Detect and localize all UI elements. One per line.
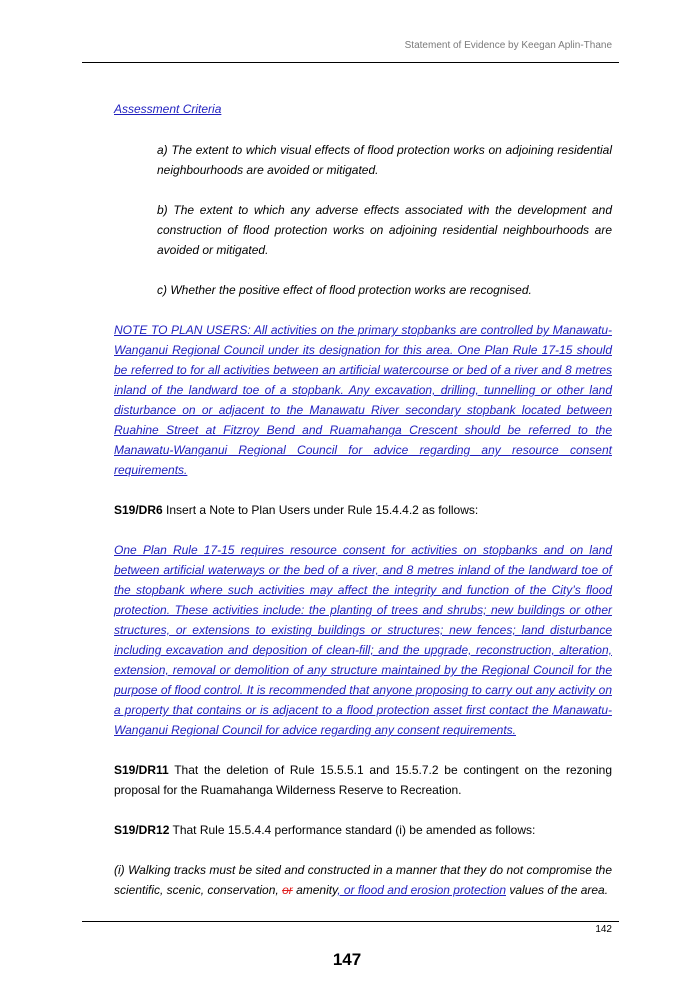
- dr6-text: Insert a Note to Plan Users under Rule 15.4.4.2 as follows:: [162, 503, 479, 517]
- dr11-code: S19/DR11: [114, 763, 169, 777]
- section-heading: Assessment Criteria: [114, 102, 222, 116]
- inserted-text: , or flood and erosion protection: [337, 883, 506, 897]
- page-number: 142: [595, 924, 612, 935]
- walking-pre: (i) Walking tracks must be sited and constructed in a manner that they do not compromise the scientific, scenic, conservation,: [114, 863, 612, 897]
- document-body: [114, 99, 612, 900]
- walking-tracks-standard: [114, 860, 612, 900]
- dr6-note: One Plan Rule 17-15 requires resource consent for activities on stopbanks and on land between artificial waterways or the bed of a river, and 8 metres inland of the landward toe of the stopbank where such activities may affect the integrity and function of the City’s flood protection. These activities include: the planting of trees and shrubs; new buildings or other structures, or extensions to existing buildings or structures; new fences; land disturbance including excavation and deposition of clean-fill; and the upgrade, reconstruction, alteration, extension, removal or demolition of any structure maintained by the Regional Council for the purpose of flood control. It is recommended that anyone proposing to carry out any activity on a property that contains or is adjacent to a flood protection asset first contact the Manawatu-Wanganui Regional Council for advice regarding any consent requirements.: [114, 543, 612, 737]
- walking-post: values of the area.: [506, 883, 609, 897]
- document-page-number: 147: [332, 950, 362, 969]
- criterion-a: a) The extent to which visual effects of flood protection works on adjoining residential neighbourhoods are avoided or mitigated.: [157, 143, 612, 177]
- footer-rule: [82, 921, 619, 922]
- header-rule: [82, 62, 619, 63]
- dr11-text: That the deletion of Rule 15.5.5.1 and 15.5.7.2 be contingent on the rezoning proposal for the Ruamahanga Wilderness Reserve to Recreation.: [114, 763, 612, 797]
- walking-mid: amenity: [292, 883, 338, 897]
- deleted-text: or: [282, 883, 293, 897]
- criterion-b: b) The extent to which any adverse effects associated with the development and construction of flood protection works on adjoining residential neighbourhoods are avoided or mitigated.: [157, 203, 612, 257]
- criterion-c: c) Whether the positive effect of flood protection works are recognised.: [157, 283, 532, 297]
- dr12-text: That Rule 15.5.4.4 performance standard (i) be amended as follows:: [169, 823, 536, 837]
- dr12-paragraph: [114, 820, 612, 840]
- note-to-plan-users: NOTE TO PLAN USERS: All activities on the primary stopbanks are controlled by Manawatu-Wanganui Regional Council under its designation for this area. One Plan Rule 17-15 should be referred to for all activities between an artificial watercourse or bed of a river and 8 metres inland of the landward toe of a stopbank. Any excavation, drilling, tunnelling or other land disturbance on or adjacent to the Manawatu River secondary stopbank located between Ruahine Street at Fitzroy Bend and Ruamahanga Crescent should be referred to the Manawatu-Wanganui Regional Council for advice regarding any resource consent requirements.: [114, 323, 612, 477]
- dr11-paragraph: [114, 760, 612, 800]
- dr12-code: S19/DR12: [114, 823, 170, 837]
- dr6-paragraph: [114, 500, 612, 520]
- header-title: Statement of Evidence by Keegan Aplin-Thane: [404, 40, 612, 51]
- dr6-code: S19/DR6: [114, 503, 163, 517]
